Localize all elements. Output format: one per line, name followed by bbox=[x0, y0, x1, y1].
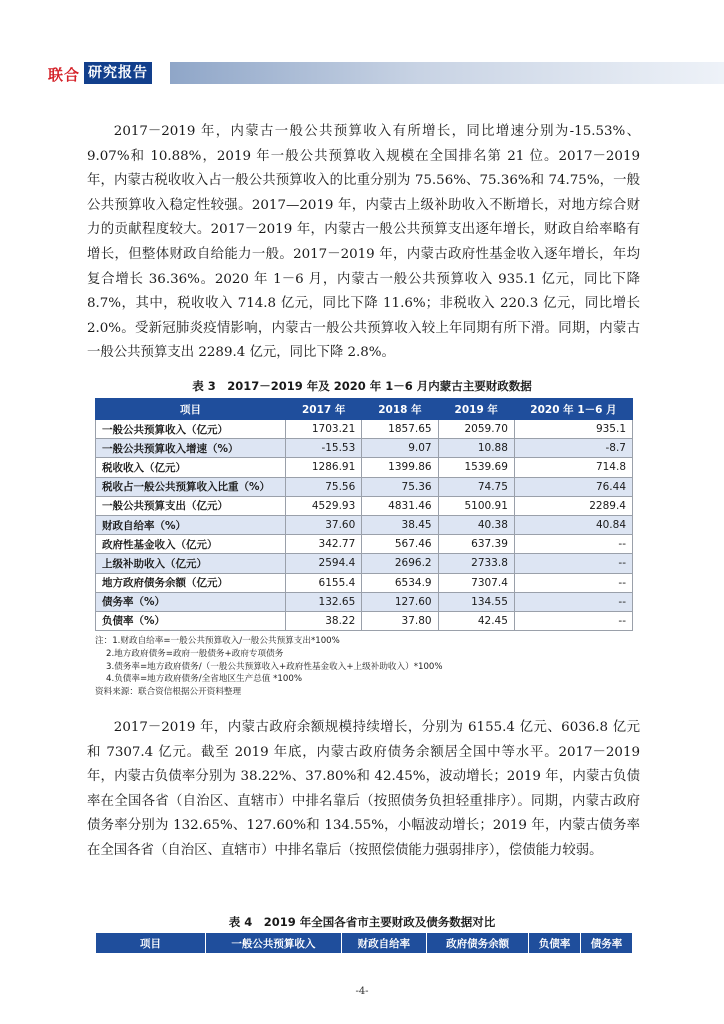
row-label: 地方政府债务余额（亿元） bbox=[96, 573, 286, 592]
cell-value: 714.8 bbox=[514, 458, 632, 477]
cell-value: 935.1 bbox=[514, 420, 632, 439]
cell-value: 132.65 bbox=[286, 592, 362, 611]
table-row bbox=[96, 592, 633, 611]
header-cell: 2018 年 bbox=[362, 399, 438, 420]
cell-value: 5100.91 bbox=[438, 496, 514, 515]
fiscal-data-table bbox=[95, 398, 633, 631]
cell-value: 127.60 bbox=[362, 592, 438, 611]
cell-value: 2059.70 bbox=[438, 420, 514, 439]
table-header-row bbox=[96, 933, 633, 954]
cell-value: 4831.46 bbox=[362, 496, 438, 515]
cell-value: 42.45 bbox=[438, 611, 514, 630]
table-row bbox=[96, 439, 633, 458]
cell-value: -15.53 bbox=[286, 439, 362, 458]
data-source: 资料来源：联合资信根据公开资料整理 bbox=[95, 687, 242, 698]
cell-value: -- bbox=[514, 535, 632, 554]
cell-value: 40.84 bbox=[514, 515, 632, 534]
cell-value: 1399.86 bbox=[362, 458, 438, 477]
brand-name: 联合 bbox=[48, 66, 81, 84]
cell-value: 2594.4 bbox=[286, 554, 362, 573]
note-1: 注：1.财政自给率=一般公共预算收入/一般公共预算支出*100% bbox=[95, 636, 340, 646]
row-label: 财政自给率（%） bbox=[96, 515, 286, 534]
cell-value: 37.80 bbox=[362, 611, 438, 630]
header-cell: 负债率 bbox=[529, 933, 581, 954]
cell-value: 4529.93 bbox=[286, 496, 362, 515]
cell-value: 7307.4 bbox=[438, 573, 514, 592]
cell-value: 6534.9 bbox=[362, 573, 438, 592]
header-cell: 政府债务余额 bbox=[427, 933, 529, 954]
cell-value: 1857.65 bbox=[362, 420, 438, 439]
paragraph-government-debt: 2017－2019 年，内蒙古政府余额规模持续增长，分别为 6155.4 亿元、6036.8 亿元和 7307.4 亿元。截至 2019 年底，内蒙古政府债务余额居全国中等水平。2017－2019 年，内蒙古负债率分别为 38.22%、37.80%和 42.45%，波动增长；2019 年，内蒙古负债率在全国各省（自治区、直辖市）中排名靠后（按照债务负担轻重排序）。同期，内蒙古政府债务率分别为 132.65%、127.60%和 134.55%，小幅波动增长；2019 年，内蒙古债务率在全国各省（自治区、直辖市）中排名靠后（按照偿债能力强弱排序），偿债能力较弱。 bbox=[87, 720, 640, 858]
report-label: 研究报告 bbox=[84, 62, 152, 84]
header-gradient-bar bbox=[170, 62, 724, 84]
header-cell: 2017 年 bbox=[286, 399, 362, 420]
table-row bbox=[96, 420, 633, 439]
cell-value: 1703.21 bbox=[286, 420, 362, 439]
table-row bbox=[96, 535, 633, 554]
table3-notes bbox=[95, 635, 443, 699]
row-label: 税收占一般公共预算收入比重（%） bbox=[96, 477, 286, 496]
table-row bbox=[96, 496, 633, 515]
row-label: 政府性基金收入（亿元） bbox=[96, 535, 286, 554]
cell-value: 1539.69 bbox=[438, 458, 514, 477]
cell-value: 38.22 bbox=[286, 611, 362, 630]
header-cell: 2020 年 1－6 月 bbox=[514, 399, 632, 420]
cell-value: 75.56 bbox=[286, 477, 362, 496]
row-label: 债务率（%） bbox=[96, 592, 286, 611]
table-row bbox=[96, 573, 633, 592]
note-4: 4.负债率=地方政府债务/全省地区生产总值 *100% bbox=[106, 674, 302, 685]
table-row bbox=[96, 611, 633, 630]
header-cell: 一般公共预算收入 bbox=[206, 933, 342, 954]
cell-value: 134.55 bbox=[438, 592, 514, 611]
cell-value: 2289.4 bbox=[514, 496, 632, 515]
cell-value: 9.07 bbox=[362, 439, 438, 458]
cell-value: 75.36 bbox=[362, 477, 438, 496]
page-number: -4- bbox=[355, 986, 369, 997]
table-row bbox=[96, 458, 633, 477]
cell-value: 567.46 bbox=[362, 535, 438, 554]
cell-value: 10.88 bbox=[438, 439, 514, 458]
header-cell: 债务率 bbox=[581, 933, 633, 954]
note-3: 3.债务率=地方政府债务/（一般公共预算收入+政府性基金收入+上级补助收入）*100% bbox=[106, 661, 443, 672]
cell-value: -- bbox=[514, 592, 632, 611]
row-label: 负债率（%） bbox=[96, 611, 286, 630]
cell-value: 637.39 bbox=[438, 535, 514, 554]
header-cell: 2019 年 bbox=[438, 399, 514, 420]
cell-value: 38.45 bbox=[362, 515, 438, 534]
header-cell: 财政自给率 bbox=[341, 933, 426, 954]
header-cell: 项目 bbox=[96, 399, 286, 420]
cell-value: -8.7 bbox=[514, 439, 632, 458]
cell-value: 1286.91 bbox=[286, 458, 362, 477]
header-cell: 项目 bbox=[96, 933, 206, 954]
province-comparison-table bbox=[95, 932, 633, 954]
paragraph-fiscal-revenue: 2017－2019 年，内蒙古一般公共预算收入有所增长，同比增速分别为-15.53%、9.07%和 10.88%，2019 年一般公共预算收入规模在全国排名第 21 位。2017－2019 年，内蒙古税收收入占一般公共预算收入的比重分别为 75.56%、75.36%和 74.75%，一般公共预算收入稳定性较强。2017—2019 年，内蒙古上级补助收入不断增长，对地方综合财力的贡献程度较大。2017－2019 年，内蒙古一般公共预算支出逐年增长，财政自给率略有增长，但整体财政自给能力一般。2017－2019 年，内蒙古政府性基金收入逐年增长，年均复合增长 36.36%。2020 年 1－6 月，内蒙古一般公共预算收入 935.1 亿元，同比下降 8.7%，其中，税收收入 714.8 亿元，同比下降 11.6%；非税收入 220.3 亿元，同比增长 2.0%。受新冠肺炎疫情影响，内蒙古一般公共预算收入较上年同期有所下滑。同期，内蒙古一般公共预算支出 2289.4 亿元，同比下降 2.8%。 bbox=[87, 124, 640, 361]
cell-value: 2696.2 bbox=[362, 554, 438, 573]
cell-value: -- bbox=[514, 554, 632, 573]
table3-caption: 表 3 2017－2019 年及 2020 年 1－6 月内蒙古主要财政数据 bbox=[192, 379, 532, 393]
row-label: 一般公共预算收入（亿元） bbox=[96, 420, 286, 439]
cell-value: -- bbox=[514, 573, 632, 592]
row-label: 一般公共预算收入增速（%） bbox=[96, 439, 286, 458]
table-row bbox=[96, 477, 633, 496]
cell-value: 37.60 bbox=[286, 515, 362, 534]
table4-caption: 表 4 2019 年全国各省市主要财政及债务数据对比 bbox=[228, 915, 496, 929]
cell-value: 342.77 bbox=[286, 535, 362, 554]
row-label: 上级补助收入（亿元） bbox=[96, 554, 286, 573]
table-row bbox=[96, 515, 633, 534]
row-label: 税收收入（亿元） bbox=[96, 458, 286, 477]
cell-value: 6155.4 bbox=[286, 573, 362, 592]
note-2: 2.地方政府债务=政府一般债务+政府专项债务 bbox=[106, 648, 284, 659]
table-row bbox=[96, 554, 633, 573]
cell-value: -- bbox=[514, 611, 632, 630]
cell-value: 74.75 bbox=[438, 477, 514, 496]
cell-value: 2733.8 bbox=[438, 554, 514, 573]
cell-value: 76.44 bbox=[514, 477, 632, 496]
row-label: 一般公共预算支出（亿元） bbox=[96, 496, 286, 515]
report-header bbox=[0, 60, 724, 86]
cell-value: 40.38 bbox=[438, 515, 514, 534]
table-header-row bbox=[96, 399, 633, 420]
